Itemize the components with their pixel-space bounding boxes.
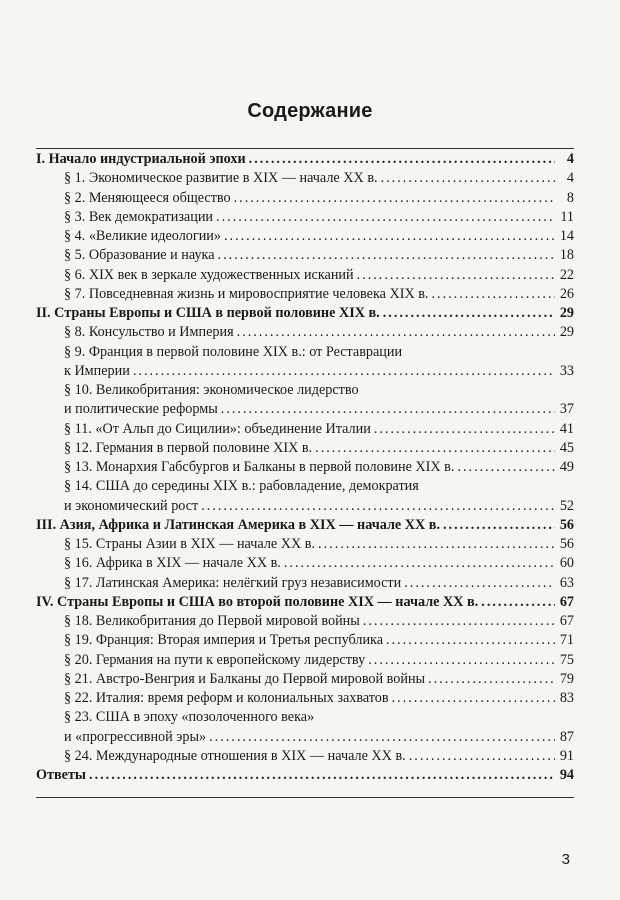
dot-leader — [284, 554, 555, 573]
toc-page-number: 41 — [559, 420, 574, 437]
toc-entry-row — [36, 670, 574, 689]
toc-page-number: 11 — [560, 208, 574, 225]
table-of-contents — [36, 150, 574, 785]
toc-page-number: 83 — [559, 690, 574, 706]
toc-entry-label: и экономический рост — [64, 497, 199, 514]
toc-entry-row — [36, 612, 574, 631]
toc-page-number: 87 — [559, 728, 574, 745]
toc-page-number: 60 — [559, 555, 574, 572]
toc-entry-row — [36, 477, 574, 496]
toc-entry-label: § 19. Франция: Вторая империя и Третья республика — [64, 632, 384, 649]
toc-entry-row — [36, 574, 574, 593]
toc-entry-label: § 8. Консульство и Империя — [64, 324, 234, 341]
toc-section-row — [36, 593, 574, 612]
toc-entry-row — [36, 285, 574, 304]
dot-leader — [428, 670, 555, 689]
toc-page-number: 37 — [559, 401, 574, 418]
toc-section-row — [36, 150, 574, 169]
page-number: 3 — [561, 851, 570, 868]
toc-entry-label: § 13. Монархия Габсбургов и Балканы в первой половине XIX в. — [64, 459, 455, 475]
dot-leader — [457, 458, 555, 477]
toc-entry-row — [36, 208, 574, 227]
toc-entry-label: III. Азия, Африка и Латинская Америка в XIX — начале XX в. — [36, 516, 440, 533]
dot-leader — [392, 689, 555, 708]
toc-entry-label: § 21. Австро-Венгрия и Балканы до Первой мировой войны — [64, 670, 426, 687]
dot-leader — [249, 150, 555, 169]
toc-entry-label: IV. Страны Европы и США во второй половине XIX — начале XX в. — [36, 593, 479, 610]
dot-leader — [133, 362, 555, 381]
toc-page-number: 56 — [559, 536, 574, 552]
dot-leader — [357, 266, 555, 285]
dot-leader — [409, 747, 555, 766]
toc-entry-row — [36, 189, 574, 208]
toc-entry-label: § 17. Латинская Америка: нелёгкий груз независимости — [64, 574, 402, 591]
toc-section-row — [36, 304, 574, 323]
toc-entry-label: § 10. Великобритания: экономическое лидерство — [64, 382, 359, 398]
toc-entry-label: I. Начало индустриальной эпохи — [36, 151, 246, 167]
toc-entry-label: § 7. Повседневная жизнь и мировосприятие человека XIX в. — [64, 285, 429, 302]
dot-leader — [404, 574, 555, 593]
toc-entry-label: § 24. Международные отношения в XIX — начале XX в. — [64, 747, 406, 764]
toc-entry-label: § 5. Образование и наука — [64, 247, 215, 264]
dot-leader — [234, 189, 555, 208]
dot-leader — [386, 631, 555, 650]
dot-leader — [216, 208, 555, 227]
toc-entry-label: § 18. Великобритания до Первой мировой войны — [64, 613, 360, 629]
toc-entry-row — [36, 497, 574, 516]
toc-entry-label: Ответы — [36, 767, 87, 783]
dot-leader — [443, 516, 555, 535]
toc-entry-label: § 11. «От Альп до Сицилии»: объединение Италии — [64, 420, 371, 437]
top-divider — [36, 148, 574, 149]
dot-leader — [224, 227, 555, 246]
toc-entry-label: § 6. XIX век в зеркале художественных исканий — [64, 266, 354, 283]
toc-entry-row — [36, 651, 574, 670]
toc-page-number: 14 — [559, 228, 574, 244]
toc-entry-row — [36, 400, 574, 419]
toc-entry-row — [36, 246, 574, 265]
toc-page-number: 79 — [559, 670, 574, 687]
dot-leader — [363, 612, 555, 631]
toc-page-number: 67 — [559, 613, 574, 629]
toc-page-number: 63 — [559, 574, 574, 591]
toc-page-number: 52 — [559, 497, 574, 514]
toc-entry-label: § 12. Германия в первой половине XIX в. — [64, 439, 313, 456]
dot-leader — [218, 246, 555, 265]
dot-leader — [383, 304, 555, 323]
dot-leader — [201, 497, 555, 516]
toc-page-number: 94 — [559, 767, 574, 783]
toc-page-number: 49 — [559, 459, 574, 475]
toc-page-number: 29 — [559, 324, 574, 341]
dot-leader — [221, 400, 555, 419]
toc-entry-label: § 1. Экономическое развитие в XIX — начале XX в. — [64, 170, 378, 187]
toc-entry-row — [36, 343, 574, 362]
toc-entry-row — [36, 535, 574, 554]
toc-entry-row — [36, 631, 574, 650]
toc-entry-row — [36, 747, 574, 766]
dot-leader — [381, 169, 555, 188]
toc-page-number: 33 — [559, 362, 574, 379]
toc-section-row — [36, 766, 574, 785]
toc-entry-row — [36, 323, 574, 342]
toc-entry-row — [36, 266, 574, 285]
toc-page-number: 29 — [559, 305, 574, 321]
toc-entry-label: и «прогрессивной эры» — [64, 728, 207, 745]
dot-leader — [368, 651, 555, 670]
toc-entry-row — [36, 554, 574, 573]
dot-leader — [481, 593, 555, 612]
toc-entry-row — [36, 689, 574, 708]
dot-leader — [431, 285, 555, 304]
dot-leader — [315, 439, 555, 458]
toc-section-row — [36, 516, 574, 535]
toc-entry-row — [36, 381, 574, 400]
toc-page-number: 67 — [559, 593, 574, 610]
toc-page-number: 8 — [566, 189, 574, 206]
toc-entry-row — [36, 439, 574, 458]
toc-entry-label: § 15. Страны Азии в XIX — начале XX в. — [64, 536, 316, 552]
toc-entry-row — [36, 728, 574, 747]
toc-entry-label: к Империи — [64, 362, 130, 379]
toc-page-number: 18 — [559, 247, 574, 264]
toc-entry-row — [36, 362, 574, 381]
toc-page-number: 26 — [559, 285, 574, 302]
dot-leader — [209, 728, 555, 747]
dot-leader — [89, 766, 555, 785]
toc-entry-label: и политические реформы — [64, 401, 218, 418]
dot-leader — [374, 420, 555, 439]
toc-entry-row — [36, 458, 574, 477]
toc-entry-label: § 4. «Великие идеологии» — [64, 228, 221, 244]
page-title: Содержание — [247, 100, 373, 122]
toc-entry-label: § 2. Меняющееся общество — [64, 189, 231, 206]
toc-entry-row — [36, 169, 574, 188]
toc-entry-row — [36, 708, 574, 727]
toc-entry-label: § 23. США в эпоху «позолоченного века» — [64, 709, 315, 726]
toc-entry-label: § 9. Франция в первой половине XIX в.: от Реставрации — [64, 343, 403, 360]
toc-entry-label: § 16. Африка в XIX — начале XX в. — [64, 555, 281, 572]
toc-page-number: 4 — [566, 170, 574, 187]
toc-page-number: 56 — [559, 516, 574, 533]
toc-entry-label: § 20. Германия на пути к европейскому лидерству — [64, 651, 366, 668]
toc-page-number: 91 — [559, 747, 574, 764]
toc-page-number: 4 — [566, 151, 574, 167]
dot-leader — [237, 323, 555, 342]
toc-entry-row — [36, 420, 574, 439]
toc-entry-label: § 14. США до середины XIX в.: рабовладение, демократия — [64, 478, 419, 495]
toc-page-number: 22 — [559, 266, 574, 283]
toc-entry-row — [36, 227, 574, 246]
toc-entry-label: § 3. Век демократизации — [64, 208, 214, 225]
bottom-divider — [36, 797, 574, 798]
toc-entry-label: § 22. Италия: время реформ и колониальных захватов — [64, 690, 389, 706]
toc-entry-label: II. Страны Европы и США в первой половине XIX в. — [36, 305, 380, 321]
toc-page-number: 71 — [559, 632, 574, 649]
toc-page-number: 75 — [559, 651, 574, 668]
toc-page-number: 45 — [559, 439, 574, 456]
dot-leader — [318, 535, 555, 554]
